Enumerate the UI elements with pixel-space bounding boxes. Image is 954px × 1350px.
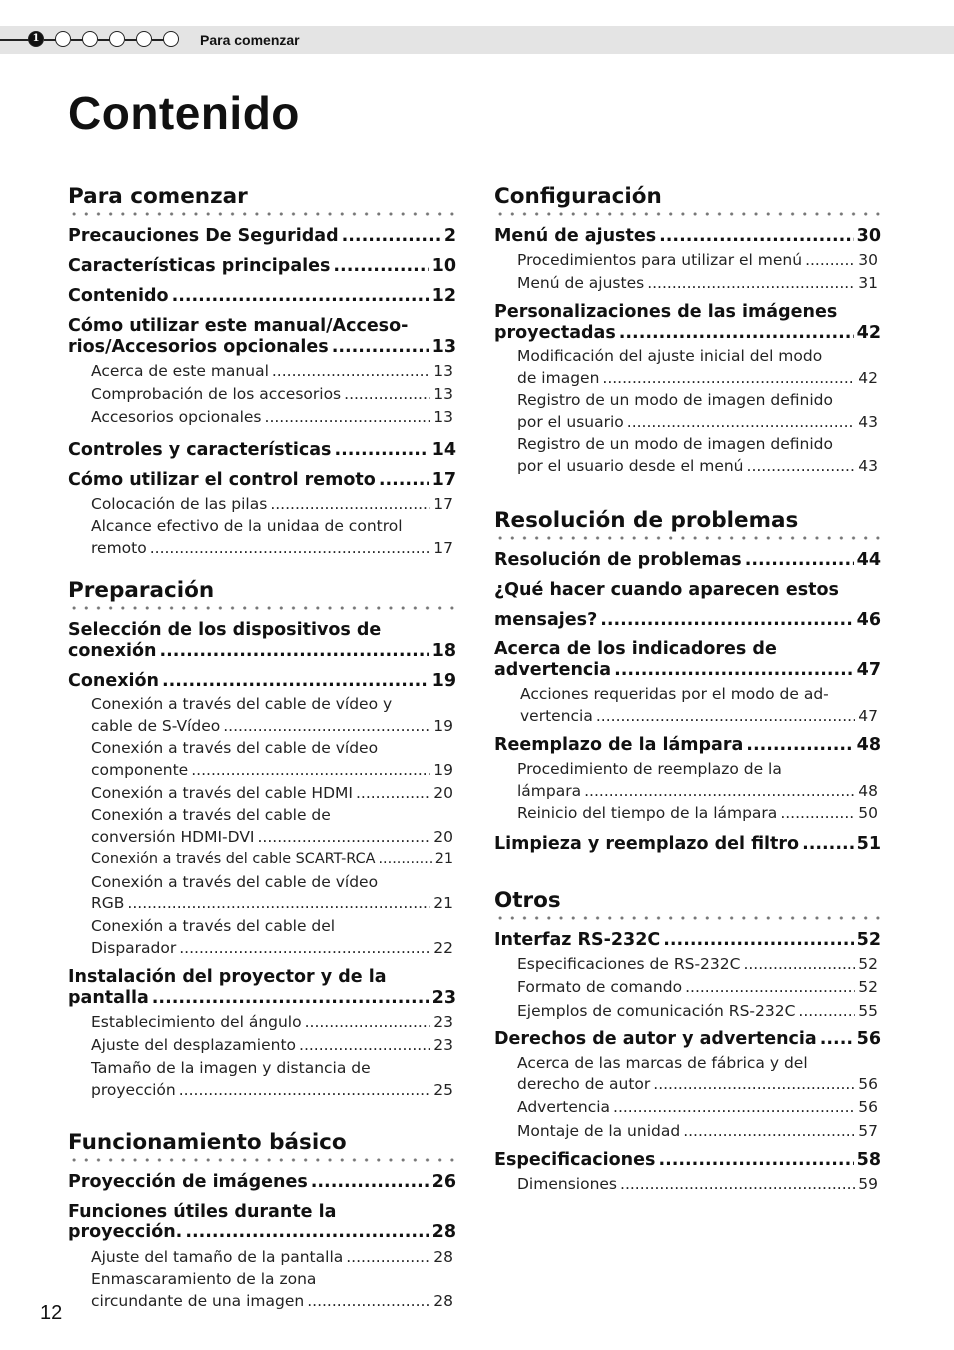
- toc-entry-page: 13: [433, 385, 453, 403]
- dot-leader: [160, 641, 429, 661]
- toc-entry-label: Accesorios opcionales: [91, 408, 262, 426]
- toc-entry-page: 46: [856, 610, 881, 630]
- toc-entry-page: 59: [858, 1175, 878, 1193]
- toc-entry-label: Ejemplos de comunicación RS-232C: [517, 1002, 796, 1020]
- toc-entry-label: Controles y características: [68, 440, 332, 460]
- toc-entry-label-line[interactable]: ¿Qué hacer cuando aparecen estos: [494, 580, 839, 600]
- dot-leader: [265, 408, 431, 426]
- toc-subentry[interactable]: [517, 782, 878, 800]
- toc-subentry[interactable]: [517, 274, 878, 292]
- dotted-divider: [68, 605, 462, 611]
- dot-leader: [179, 1081, 431, 1099]
- toc-entry-page: 23: [433, 1036, 453, 1054]
- toc-subentry[interactable]: [91, 1292, 453, 1310]
- toc-entry[interactable]: [494, 660, 881, 680]
- dot-leader: [743, 955, 855, 973]
- dot-leader: [745, 550, 854, 570]
- toc-entry-page: 57: [858, 1122, 878, 1140]
- dot-leader: [600, 610, 853, 630]
- dot-leader: [613, 1098, 855, 1116]
- dot-leader: [185, 1222, 428, 1242]
- toc-entry-label: advertencia: [494, 660, 612, 680]
- toc-entry[interactable]: [68, 337, 456, 357]
- toc-entry-label: Montaje de la unidad: [517, 1122, 681, 1140]
- dot-leader: [127, 894, 430, 912]
- toc-subentry[interactable]: [91, 1248, 453, 1266]
- toc-entry-page: 20: [433, 828, 453, 846]
- toc-entry[interactable]: [494, 834, 881, 854]
- toc-entry-label: Derechos de autor y advertencia: [494, 1029, 817, 1049]
- toc-entry-page: 56: [858, 1075, 878, 1093]
- toc-entry-page: 23: [431, 988, 456, 1008]
- toc-entry-page: 2: [443, 226, 456, 246]
- toc-entry-label-line[interactable]: Conexión a través del cable de vídeo y: [91, 695, 393, 713]
- dot-leader: [342, 226, 441, 246]
- toc-subentry[interactable]: [91, 385, 453, 403]
- toc-entry-page: 13: [433, 362, 453, 380]
- dot-leader: [307, 1292, 430, 1310]
- toc-entry-label: Reemplazo de la lámpara: [494, 735, 744, 755]
- toc-entry-page: 22: [433, 939, 453, 957]
- toc-subentry[interactable]: [517, 1075, 878, 1093]
- toc-entry-page: 50: [858, 804, 878, 822]
- dot-leader: [333, 256, 428, 276]
- toc-entry[interactable]: [494, 735, 881, 755]
- dot-leader: [332, 337, 429, 357]
- toc-entry-label: Contenido: [68, 286, 169, 306]
- toc-subentry[interactable]: [91, 1081, 453, 1099]
- toc-entry-label: proyectadas: [494, 323, 616, 343]
- toc-entry-page: 48: [856, 735, 881, 755]
- dot-leader: [653, 1075, 855, 1093]
- toc-entry-page: 25: [433, 1081, 453, 1099]
- dot-leader: [272, 362, 430, 380]
- toc-entry-label-line[interactable]: Conexión a través del cable de vídeo: [91, 873, 379, 891]
- toc-entry[interactable]: [68, 286, 456, 306]
- dot-leader: [179, 939, 430, 957]
- dotted-divider: [68, 1157, 462, 1163]
- dot-leader: [746, 735, 853, 755]
- dotted-divider: [494, 535, 887, 541]
- dot-leader: [162, 671, 429, 691]
- section-heading-funcionamiento-basico: [68, 1130, 462, 1155]
- toc-entry-label-line[interactable]: Tamaño de la imagen y distancia de: [91, 1059, 371, 1077]
- toc-subentry[interactable]: [517, 251, 878, 269]
- toc-subentry[interactable]: [91, 362, 453, 380]
- toc-entry-page: 52: [858, 955, 878, 973]
- toc-entry-label-line[interactable]: Enmascaramiento de la zona: [91, 1270, 317, 1288]
- section-heading-configuracion: [494, 184, 887, 209]
- toc-entry-page: 17: [433, 539, 453, 557]
- toc-entry-label-line[interactable]: Conexión a través del cable de: [91, 806, 331, 824]
- toc-subentry[interactable]: [517, 457, 878, 475]
- toc-entry-page: 19: [433, 761, 453, 779]
- toc-entry-label: Colocación de las pilas: [91, 495, 268, 513]
- dot-leader: [152, 988, 429, 1008]
- dot-leader: [820, 1029, 854, 1049]
- toc-entry-page: 42: [856, 323, 881, 343]
- toc-entry-page: 58: [856, 1150, 881, 1170]
- toc-entry-page: 42: [858, 369, 878, 387]
- toc-entry-page: 52: [856, 930, 881, 950]
- toc-entry-page: 20: [433, 784, 453, 802]
- dot-leader: [602, 369, 855, 387]
- toc-entry-label-line[interactable]: Acciones requeridas por el modo de ad-: [520, 685, 829, 703]
- dot-leader: [258, 828, 431, 846]
- toc-entry[interactable]: [68, 1222, 456, 1242]
- toc-subentry[interactable]: [517, 413, 878, 431]
- toc-subentry[interactable]: [517, 804, 878, 822]
- section-heading-preparacion: [68, 578, 462, 603]
- toc-entry-label: Proyección de imágenes: [68, 1172, 308, 1192]
- toc-entry-label: circundante de una imagen: [91, 1292, 305, 1310]
- toc-entry[interactable]: [68, 641, 456, 661]
- toc-entry[interactable]: [494, 1029, 881, 1049]
- dot-leader: [270, 495, 430, 513]
- toc-entry-label: Especificaciones de RS-232C: [517, 955, 741, 973]
- toc-entry-page: 14: [431, 440, 456, 460]
- toc-entry-label: Ajuste del desplazamiento: [91, 1036, 297, 1054]
- toc-entry-label-line[interactable]: Funciones útiles durante la: [68, 1202, 337, 1222]
- toc-entry-label: Acerca de este manual: [91, 362, 269, 380]
- toc-entry-label: cable de S-Vídeo: [91, 717, 221, 735]
- toc-entry-label-line[interactable]: Registro de un modo de imagen definido: [517, 391, 833, 409]
- toc-entry-page: 43: [858, 413, 878, 431]
- toc-entry-label-line[interactable]: Modificación del ajuste inicial del modo: [517, 347, 823, 365]
- dotted-divider: [494, 211, 887, 217]
- toc-entry-page: 43: [858, 457, 878, 475]
- toc-entry-page: 26: [431, 1172, 456, 1192]
- dot-leader: [683, 1122, 855, 1140]
- section-title: Funcionamiento básico: [68, 1130, 347, 1155]
- toc-subentry[interactable]: [91, 851, 453, 867]
- toc-entry[interactable]: [494, 1150, 881, 1170]
- toc-subentry[interactable]: [517, 955, 878, 973]
- toc-subentry[interactable]: [91, 939, 453, 957]
- toc-entry-label-line[interactable]: Procedimiento de reemplazo de la: [517, 760, 782, 778]
- toc-entry-page: 12: [431, 286, 456, 306]
- dot-leader: [311, 1172, 429, 1192]
- toc-entry-label: Limpieza y reemplazo del filtro: [494, 834, 800, 854]
- dot-leader: [172, 286, 429, 306]
- dot-leader: [596, 707, 855, 725]
- toc-entry[interactable]: [494, 610, 881, 630]
- toc-entry-label: Menú de ajustes: [517, 274, 645, 292]
- dot-leader: [305, 1013, 431, 1031]
- dot-leader: [299, 1036, 430, 1054]
- toc-entry-page: 31: [858, 274, 878, 292]
- toc-entry-label: Ajuste del tamaño de la pantalla: [91, 1248, 344, 1266]
- toc-entry-label-line[interactable]: Acerca de las marcas de fábrica y del: [517, 1054, 808, 1072]
- section-heading-otros: [494, 888, 887, 913]
- toc-entry[interactable]: [68, 256, 456, 276]
- toc-subentry[interactable]: [91, 408, 453, 426]
- toc-entry-label: conexión: [68, 641, 157, 661]
- dotted-divider: [68, 211, 462, 217]
- toc-entry-label: rios/Accesorios opcionales: [68, 337, 329, 357]
- toc-right-column: [494, 0, 887, 1350]
- toc-entry-page: 30: [856, 226, 881, 246]
- toc-subentry[interactable]: [91, 495, 453, 513]
- toc-entry-page: 17: [433, 495, 453, 513]
- toc-entry-label: derecho de autor: [517, 1075, 651, 1093]
- toc-entry-page: 13: [433, 408, 453, 426]
- section-title: Otros: [494, 888, 561, 913]
- toc-subentry[interactable]: [517, 978, 878, 996]
- toc-entry-label: por el usuario: [517, 413, 624, 431]
- toc-entry-label: por el usuario desde el menú: [517, 457, 744, 475]
- toc-entry-page: 56: [856, 1029, 881, 1049]
- toc-subentry[interactable]: [91, 784, 453, 802]
- toc-entry-page: 18: [431, 641, 456, 661]
- dot-leader: [614, 660, 854, 680]
- section-heading-para-comenzar: [68, 184, 462, 209]
- toc-entry-label: pantalla: [68, 988, 149, 1008]
- toc-entry-label-line[interactable]: Personalizaciones de las imágenes: [494, 302, 838, 322]
- toc-entry-page: 55: [858, 1002, 878, 1020]
- toc-entry-label-line[interactable]: Acerca de los indicadores de: [494, 639, 777, 659]
- toc-entry-label: lámpara: [517, 782, 582, 800]
- dot-leader: [798, 1002, 855, 1020]
- toc-entry-label: Conexión a través del cable HDMI: [91, 784, 353, 802]
- toc-entry[interactable]: [494, 930, 881, 950]
- toc-entry[interactable]: [68, 1172, 456, 1192]
- toc-entry[interactable]: [494, 550, 881, 570]
- toc-entry-label: Cómo utilizar el control remoto: [68, 470, 376, 490]
- dot-leader: [619, 323, 854, 343]
- dot-leader: [659, 226, 854, 246]
- toc-entry-label: Especificaciones: [494, 1150, 656, 1170]
- dot-leader: [663, 930, 853, 950]
- dot-leader: [658, 1150, 853, 1170]
- toc-entry-page: 10: [431, 256, 456, 276]
- toc-entry-page: 13: [431, 337, 456, 357]
- toc-subentry[interactable]: [517, 1175, 878, 1193]
- toc-entry-label-line[interactable]: Instalación del proyector y de la: [68, 967, 387, 987]
- header-line: [0, 39, 30, 41]
- toc-entry[interactable]: [494, 323, 881, 343]
- toc-entry-page: 47: [856, 660, 881, 680]
- toc-entry-label: Menú de ajustes: [494, 226, 657, 246]
- section-heading-resolucion-de-problemas: [494, 508, 887, 533]
- toc-entry-label: Advertencia: [517, 1098, 611, 1116]
- toc-subentry[interactable]: [91, 1013, 453, 1031]
- toc-left-column: [68, 0, 462, 1350]
- dot-leader: [620, 1175, 855, 1193]
- toc-entry-label: Interfaz RS-232C: [494, 930, 661, 950]
- dot-leader: [627, 413, 855, 431]
- toc-entry[interactable]: [68, 671, 456, 691]
- toc-entry-label: Reinicio del tiempo de la lámpara: [517, 804, 778, 822]
- dot-leader: [747, 457, 856, 475]
- toc-entry-page: 30: [858, 251, 878, 269]
- toc-subentry[interactable]: [91, 894, 453, 912]
- toc-entry-page: 19: [431, 671, 456, 691]
- toc-entry-page: 56: [858, 1098, 878, 1116]
- chapter-1-indicator-icon: 1: [28, 31, 44, 47]
- toc-subentry[interactable]: [91, 539, 453, 557]
- toc-entry-label: Formato de comando: [517, 978, 683, 996]
- dot-leader: [334, 440, 428, 460]
- section-title: Resolución de problemas: [494, 508, 799, 533]
- toc-subentry[interactable]: [517, 1002, 878, 1020]
- toc-entry-label-line[interactable]: Alcance efectivo de la unidaa de control: [91, 517, 403, 535]
- dot-leader: [802, 834, 854, 854]
- toc-subentry[interactable]: [91, 761, 453, 779]
- toc-entry-label: Disparador: [91, 939, 177, 957]
- toc-entry-label: de imagen: [517, 369, 600, 387]
- toc-entry-page: 19: [433, 717, 453, 735]
- dot-leader: [805, 251, 855, 269]
- dot-leader: [378, 851, 431, 867]
- toc-subentry[interactable]: [517, 1098, 878, 1116]
- dot-leader: [223, 717, 430, 735]
- toc-entry-label-line[interactable]: Conexión a través del cable del: [91, 917, 336, 935]
- toc-entry-label: conversión HDMI-DVI: [91, 828, 255, 846]
- toc-entry-page: 28: [433, 1292, 453, 1310]
- toc-entry-page: 17: [431, 470, 456, 490]
- toc-subentry[interactable]: [517, 369, 878, 387]
- toc-subentry[interactable]: [520, 707, 878, 725]
- toc-entry-label-line[interactable]: Selección de los dispositivos de: [68, 620, 382, 640]
- toc-entry[interactable]: [494, 226, 881, 246]
- toc-entry[interactable]: [68, 988, 456, 1008]
- toc-entry-page: 48: [858, 782, 878, 800]
- toc-entry-label: Conexión a través del cable SCART-RCA: [91, 851, 376, 867]
- dot-leader: [346, 1248, 430, 1266]
- toc-entry-page: 28: [431, 1222, 456, 1242]
- dot-leader: [379, 470, 429, 490]
- toc-entry-label: Conexión: [68, 671, 159, 691]
- toc-entry-label: mensajes?: [494, 610, 598, 630]
- toc-entry-label: Resolución de problemas: [494, 550, 742, 570]
- dot-leader: [191, 761, 430, 779]
- toc-entry-label: componente: [91, 761, 189, 779]
- toc-entry-label: Comprobación de los accesorios: [91, 385, 342, 403]
- dot-leader: [150, 539, 431, 557]
- toc-entry-label: Establecimiento del ángulo: [91, 1013, 302, 1031]
- toc-entry-label: proyección: [91, 1081, 176, 1099]
- dot-leader: [356, 784, 430, 802]
- dot-leader: [344, 385, 430, 403]
- dot-leader: [780, 804, 855, 822]
- toc-entry-page: 44: [856, 550, 881, 570]
- toc-entry-label: Precauciones De Seguridad: [68, 226, 339, 246]
- dot-leader: [647, 274, 855, 292]
- toc-entry[interactable]: [68, 470, 456, 490]
- toc-subentry[interactable]: [91, 828, 453, 846]
- toc-entry-page: 52: [858, 978, 878, 996]
- toc-entry-label: proyección.: [68, 1222, 183, 1242]
- toc-subentry[interactable]: [91, 1036, 453, 1054]
- toc-entry[interactable]: [68, 440, 456, 460]
- toc-subentry[interactable]: [91, 717, 453, 735]
- toc-entry-label-line[interactable]: Registro de un modo de imagen definido: [517, 435, 833, 453]
- toc-entry-page: 21: [433, 894, 453, 912]
- section-title: Preparación: [68, 578, 215, 603]
- dot-leader: [685, 978, 855, 996]
- page-number: 12: [40, 1302, 63, 1324]
- header-section-label: Para comenzar: [200, 32, 300, 48]
- toc-entry[interactable]: [68, 226, 456, 246]
- toc-entry-label: Características principales: [68, 256, 331, 276]
- toc-entry-page: 23: [433, 1013, 453, 1031]
- toc-entry-page: 28: [433, 1248, 453, 1266]
- section-title: Configuración: [494, 184, 662, 209]
- toc-entry-label: RGB: [91, 894, 125, 912]
- toc-entry-label: Procedimientos para utilizar el menú: [517, 251, 803, 269]
- toc-entry-label: Dimensiones: [517, 1175, 618, 1193]
- dotted-divider: [494, 915, 887, 921]
- toc-entry-page: 21: [434, 851, 453, 867]
- toc-entry-label-line[interactable]: Conexión a través del cable de vídeo: [91, 739, 379, 757]
- toc-entry-label: vertencia: [520, 707, 593, 725]
- toc-entry-label-line[interactable]: Cómo utilizar este manual/Acceso-: [68, 316, 409, 336]
- toc-subentry[interactable]: [517, 1122, 878, 1140]
- toc-entry-label: remoto: [91, 539, 147, 557]
- toc-entry-page: 47: [858, 707, 878, 725]
- section-title: Para comenzar: [68, 184, 248, 209]
- toc-entry-page: 51: [856, 834, 881, 854]
- dot-leader: [584, 782, 855, 800]
- page-title: Contenido: [68, 87, 300, 139]
